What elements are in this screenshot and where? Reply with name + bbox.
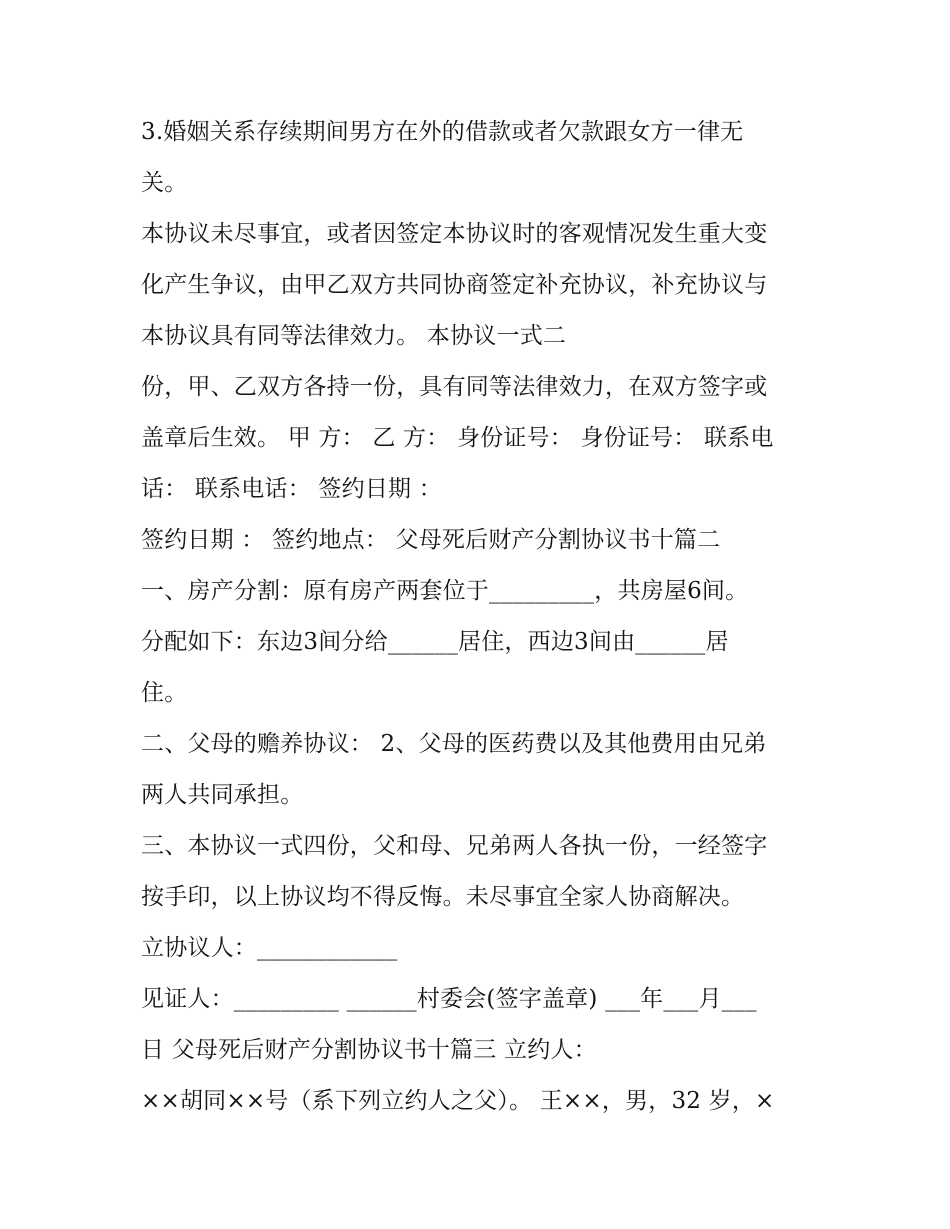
text-line-4: 化产生争议，由甲乙双方共同协商签定补充协议，补充协议与 — [141, 272, 768, 298]
text-line-19: 日 父母死后财产分割协议书十篇三 立约人： — [141, 1037, 597, 1063]
document-body — [141, 107, 831, 1127]
text-line-13: 二、父母的赡养协议： 2、父母的医药费以及其他费用由兄弟 — [141, 731, 767, 757]
text-line-2: 关。 — [141, 170, 188, 196]
text-line-9: 签约日期 ： 签约地点： 父母死后财产分割协议书十篇二 — [141, 527, 721, 553]
text-line-18: 见证人：_________ ______村委会(签字盖章) ___年___月___ — [141, 986, 757, 1012]
text-line-7: 盖章后生效。 甲 方： 乙 方： 身份证号： 身份证号： 联系电 — [141, 425, 774, 451]
text-line-5: 本协议具有同等法律效力。 本协议一式二 — [141, 323, 567, 349]
text-line-11: 分配如下：东边3间分给______居住，西边3间由______居 — [141, 629, 729, 655]
text-line-1: 3.婚姻关系存续期间男方在外的借款或者欠款跟女方一律无 — [141, 119, 744, 145]
text-line-20: ××胡同××号（系下列立约人之父）。 王××，男，32 岁，× — [141, 1088, 775, 1114]
text-line-17: 立协议人：____________ — [141, 935, 398, 961]
text-line-8: 话： 联系电话： 签约日期 ： — [141, 476, 442, 502]
text-line-3: 本协议未尽事宜，或者因签定本协议时的客观情况发生重大变 — [141, 221, 768, 247]
text-line-15: 三、本协议一式四份，父和母、兄弟两人各执一份，一经签字 — [141, 833, 768, 859]
text-line-16: 按手印，以上协议均不得反悔。未尽事宜全家人协商解决。 — [141, 884, 745, 910]
text-line-14: 两人共同承担。 — [141, 782, 304, 808]
text-line-6: 份，甲、乙双方各持一份，具有同等法律效力，在双方签字或 — [141, 374, 768, 400]
text-line-12: 住。 — [141, 680, 188, 706]
text-line-10: 一、房产分割：原有房产两套位于_________，共房屋6间。 — [141, 578, 749, 604]
